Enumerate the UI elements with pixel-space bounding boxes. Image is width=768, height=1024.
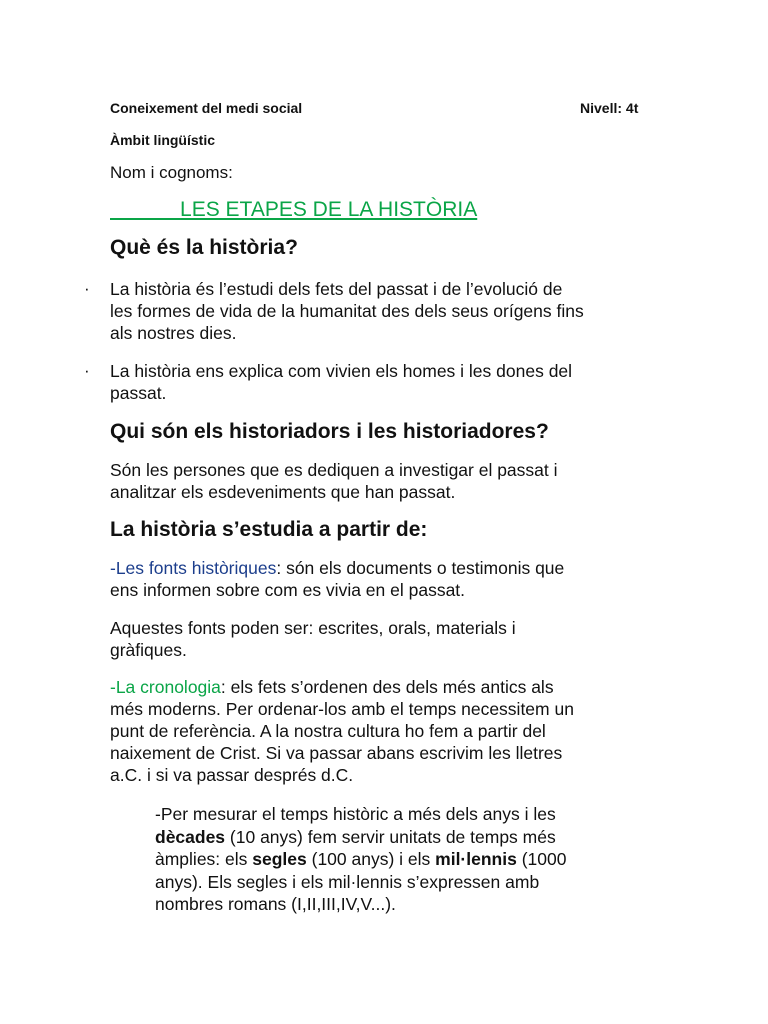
document-title <box>110 198 545 222</box>
text-line: Aquestes fonts poden ser: escrites, orals, materials i <box>110 618 516 638</box>
text-line: nombres romans (I,II,III,IV,V...). <box>155 894 396 914</box>
title-text: LES ETAPES DE LA HISTÒRIA <box>180 198 478 221</box>
section-heading-historians: Qui són els historiadors i les historiadores? <box>110 420 549 443</box>
text-fragment: (10 anys) fem servir unitats de temps més <box>225 826 556 847</box>
text-fragment: (100 anys) i els <box>306 849 436 869</box>
text-line: anys). Els segles i els mil·lennis s’expressen amb <box>155 871 540 892</box>
text-line: naixement de Crist. Si va passar abans escrivim les lletres <box>110 743 563 763</box>
text-fragment: : els fets s’ordenen des dels més antics als <box>220 677 554 697</box>
text-line: ens informen sobre com es vivia en el passat. <box>110 580 466 600</box>
text-line: punt de referència. A la nostra cultura ho fem a partir del <box>110 721 546 741</box>
dash: - <box>110 558 116 578</box>
section-heading-sources: La història s’estudia a partir de: <box>110 518 428 541</box>
bullet-marker: · <box>84 361 90 380</box>
text-line: La història és l’estudi dels fets del passat i de l’evolució de <box>110 279 563 299</box>
text-line: gràfiques. <box>110 640 187 660</box>
scope-label: Àmbit lingüístic <box>110 132 215 148</box>
text-line: passat. <box>110 383 167 403</box>
text-line: més moderns. Per ordenar-los amb el temps necessitem un <box>110 699 574 719</box>
text-line: als nostres dies. <box>110 323 237 343</box>
dash: - <box>110 677 116 697</box>
text-fragment: : són els documents o testimonis que <box>276 558 565 578</box>
section-heading-what-is-history: Què és la història? <box>110 236 298 259</box>
text-fragment: (1000 <box>516 849 567 869</box>
text-line: analitzar els esdeveniments que han passat. <box>110 482 456 502</box>
bullet-item-2 <box>110 360 658 404</box>
text-line: les formes de vida de la humanitat des dels seus orígens fins <box>110 301 584 321</box>
term-decades: dècades <box>155 826 226 847</box>
text-fragment: àmplies: els <box>155 849 253 869</box>
text-line: Són les persones que es dediquen a investigar el passat i <box>110 460 558 480</box>
text-line: -Per mesurar el temps històric a més dels anys i les <box>155 804 556 824</box>
text-line: La història ens explica com vivien els homes i les dones del <box>110 361 573 381</box>
title-indent <box>110 198 180 221</box>
text-line <box>110 676 658 698</box>
subject-label: Coneixement del medi social <box>110 100 303 116</box>
cronologia-paragraph <box>110 676 658 786</box>
historians-paragraph <box>110 459 658 503</box>
time-measure-paragraph <box>155 803 658 916</box>
text-line <box>155 848 658 871</box>
fonts-term: Les fonts històriques <box>115 558 277 578</box>
text-line: a.C. i si va passar després d.C. <box>110 765 354 785</box>
cronologia-term: La cronologia <box>115 677 221 697</box>
name-field-label: Nom i cognoms: <box>110 163 233 182</box>
fonts-paragraph <box>110 557 658 601</box>
level-label: Nivell: 4t <box>580 100 639 116</box>
sources-types-paragraph <box>110 617 658 661</box>
term-centuries: segles <box>252 849 307 869</box>
bullet-marker: · <box>84 279 90 298</box>
text-line <box>110 557 658 579</box>
bullet-item-1 <box>110 278 658 344</box>
term-millennia: mil·lennis <box>435 849 517 869</box>
text-line <box>155 826 658 849</box>
